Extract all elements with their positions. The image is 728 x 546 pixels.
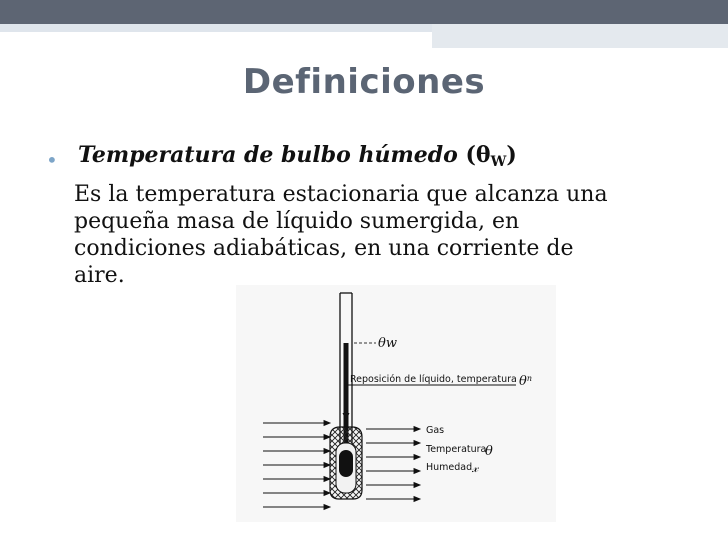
slide-title: Definiciones [242,62,486,102]
top-header-bar [0,0,728,24]
humedad-symbol: 𝓍 [472,461,479,476]
definition-line: aire. [74,263,125,288]
reposicion-label: Reposición de líquido, temperatura [350,374,517,385]
accent-band-right [432,24,728,48]
figure-background [236,285,556,522]
symbol-open: (θ [457,142,491,168]
bullet-symbol [458,142,517,168]
symbol-subscript: W [490,154,507,170]
gas-label: Gas [426,425,445,436]
humedad-label: Humedad [426,462,473,473]
theta-w-label: θw [378,336,397,351]
definition-paragraph [74,181,674,289]
thermometer-bulb [339,450,353,477]
definition-line: condiciones adiabáticas, en una corriente de [74,236,574,261]
symbol-close: ) [506,142,517,168]
thermometer-diagram [236,285,556,522]
bullet-term: Temperatura de bulbo húmedo [78,142,458,168]
wick-mesh [330,427,362,499]
header-divider [0,32,432,35]
definition-line: pequeña masa de líquido sumergida, en [74,209,520,234]
bullet-dot-icon: • [46,148,58,172]
bullet-heading [78,142,517,170]
temperatura-symbol: θ [485,444,493,459]
definition-line: Es la temperatura estacionaria que alcanza una [74,182,608,207]
temperatura-label: Temperatura [426,444,487,455]
reposicion-theta: $\theta^n$ [519,374,532,389]
accent-band-left [0,24,432,32]
wet-bulb-thermometer-figure [236,285,556,522]
